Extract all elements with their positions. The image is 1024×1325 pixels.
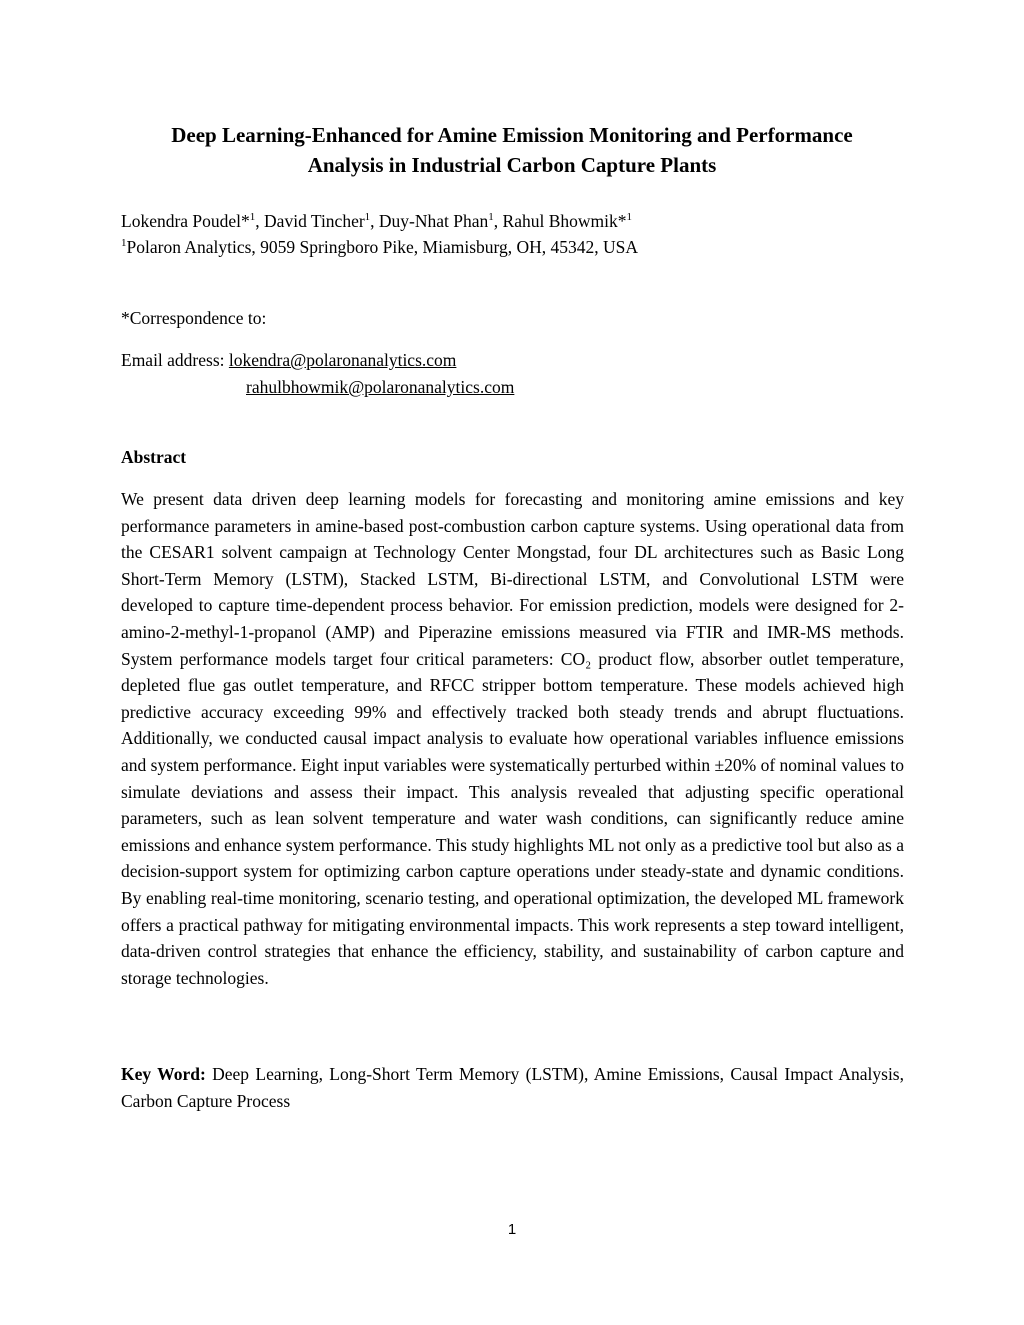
author-name: Duy-Nhat Phan <box>378 211 489 231</box>
affiliation-text: Polaron Analytics, 9059 Springboro Pike, Miamisburg, OH, 45342, USA <box>126 237 639 257</box>
email-label: Email address: <box>121 350 229 370</box>
author-affiliation-mark: 1 <box>364 211 371 223</box>
email-row <box>121 347 456 374</box>
correspondence-label: *Correspondence to: <box>121 308 267 328</box>
email-link[interactable]: rahulbhowmik@polaronanalytics.com <box>246 377 515 397</box>
email-link[interactable]: lokendra@polaronanalytics.com <box>228 350 457 370</box>
abstract-heading: Abstract <box>121 447 187 467</box>
author-affiliation-mark: 1 <box>626 211 632 223</box>
keywords-label: Key Word: <box>121 1064 206 1084</box>
author-name: Rahul Bhowmik* <box>502 211 627 231</box>
affiliation <box>121 234 638 261</box>
author-name: David Tincher <box>264 211 365 231</box>
abstract-body: We present data driven deep learning models for forecasting and monitoring amine emissions and key performance parameters in amine-based post-combustion carbon capture systems. Using operational data from the CESAR1 solvent campaign at Technology Center Mongstad, four DL architectures such as Basic Long Short-Term Memory (LSTM), Stacked LSTM, Bi-directional LSTM, and Convolutional LSTM were developed to capture time-dependent process behavior. For emission prediction, models were designed for 2-amino-2-methyl-1-propanol (AMP) and Piperazine emissions measured via FTIR and IMR-MS methods. System performance models target four critical parameters: CO₂ product flow, absorber outlet temperature, depleted flue gas outlet temperature, and RFCC stripper bottom temperature. These models achieved high predictive accuracy exceeding 99% and effectively tracked both steady trends and abrupt fluctuations. Additionally, we conducted causal impact analysis to evaluate how operational variables influence emissions and system performance. Eight input variables were systematically perturbed within ±20% of nominal values to simulate deviations and assess their impact. This analysis revealed that adjusting specific operational parameters, such as lean solvent temperature and water wash conditions, can significantly reduce amine emissions and enhance system performance. This study highlights ML not only as a predictive tool but also as a decision-support system for optimizing carbon capture operations under steady-state and dynamic conditions. By enabling real-time monitoring, scenario testing, and operational optimization, the developed ML framework offers a practical pathway for mitigating environmental impacts. This work represents a step toward intelligent, data-driven control strategies that enhance the efficiency, stability, and sustainability of carbon capture and storage technologies. <box>121 489 904 988</box>
keywords <box>121 1061 904 1115</box>
author-list: Lokendra Poudel*$^1$, David Tincher$^1$, Duy-Nhat Phan$^1$, Rahul Bhowmik*$^1$ <box>121 211 632 231</box>
keywords-text: Deep Learning, Long-Short Term Memory (LSTM), Amine Emissions, Causal Impact Analysis, Carbon Capture Process <box>121 1064 904 1111</box>
paper-title <box>100 120 924 180</box>
title-line-1: Deep Learning-Enhanced for Amine Emission Monitoring and Performance <box>171 123 853 147</box>
author-name: Lokendra Poudel* <box>121 211 250 231</box>
author-affiliation-mark: 1 <box>488 211 494 223</box>
email-row <box>246 374 514 401</box>
author-affiliation-mark: 1 <box>249 211 256 223</box>
page-number: 1 <box>507 1221 517 1238</box>
affiliation-mark: 1 <box>121 237 127 249</box>
title-line-2: Analysis in Industrial Carbon Capture Plants <box>307 153 717 177</box>
